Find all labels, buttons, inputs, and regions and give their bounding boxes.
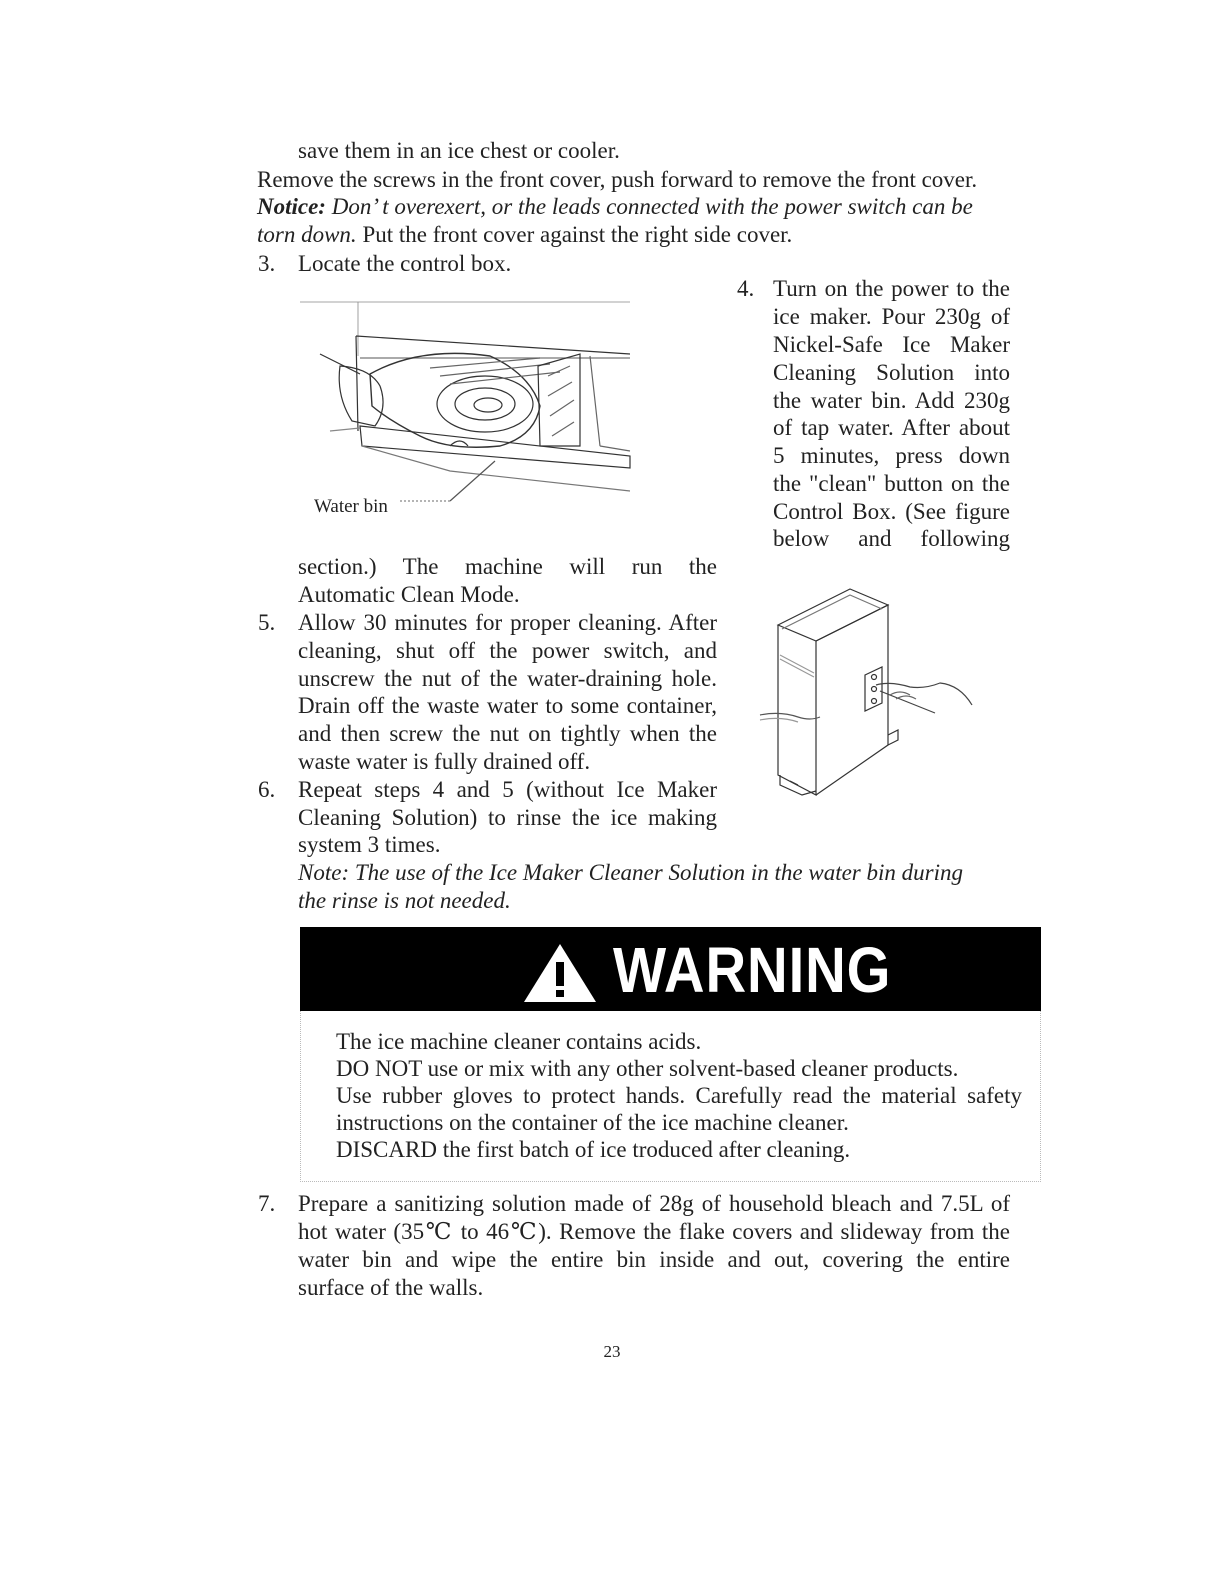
step-4-line-2: ice maker. Pour 230g of	[773, 304, 1010, 329]
step-4-line-9: Control Box. (See figure	[773, 499, 1010, 524]
step-4-line-8: the "clean" button on the	[773, 471, 1010, 496]
note-line-2: the rinse is not needed.	[298, 888, 511, 913]
warning-line-5: DISCARD the first batch of ice troduced after cleaning.	[336, 1137, 851, 1162]
step-4-cont-line-2: Automatic Clean Mode.	[298, 582, 520, 607]
step-5-line-2: cleaning, shut off the power switch, and	[298, 638, 717, 663]
step-7-line-3: water bin and wipe the entire bin inside and out, covering the entire	[298, 1247, 1010, 1272]
step-4-line-6: of tap water. After about	[773, 415, 1010, 440]
step-3-text: Locate the control box.	[298, 251, 512, 276]
step-6-line-3: system 3 times.	[298, 832, 441, 857]
step-3-number: 3.	[258, 251, 276, 276]
step-7-number: 7.	[258, 1191, 276, 1216]
step-4-line-4: Cleaning Solution into	[773, 360, 1010, 385]
step-4-line-7: 5 minutes, press down	[773, 443, 1010, 468]
warning-triangle-icon	[522, 942, 598, 1004]
step-6-line-1: Repeat steps 4 and 5 (without Ice Maker	[298, 777, 717, 802]
page-number: 23	[603, 1342, 621, 1361]
notice-line-2	[257, 221, 792, 249]
step-7-line-4: surface of the walls.	[298, 1275, 484, 1300]
step-4-line-5: the water bin. Add 230g	[773, 388, 1010, 413]
water-bin-label: Water bin	[314, 496, 388, 517]
step-5-line-3: unscrew the nut of the water-draining hole.	[298, 666, 717, 691]
control-box-figure	[750, 585, 990, 805]
notice-text-2: torn down.	[257, 222, 357, 247]
warning-line-2: DO NOT use or mix with any other solvent-based cleaner products.	[336, 1056, 959, 1081]
notice-line-1	[257, 193, 973, 221]
warning-line-4: instructions on the container of the ice machine cleaner.	[336, 1110, 849, 1135]
water-bin-figure	[300, 296, 640, 526]
step-6-line-2: Cleaning Solution) to rinse the ice making	[298, 805, 717, 830]
intro-line-2: Remove the screws in the front cover, push forward to remove the front cover.	[257, 167, 978, 192]
step-7-line-2: hot water (35℃ to 46℃). Remove the flake covers and slideway from the	[298, 1219, 1010, 1244]
intro-line-1: save them in an ice chest or cooler.	[298, 138, 620, 163]
step-6-number: 6.	[258, 777, 276, 802]
notice-text-1: Don’ t overexert, or the leads connected with the power switch can be	[331, 194, 973, 219]
note-line-1: Note: The use of the Ice Maker Cleaner Solution in the water bin during	[298, 860, 963, 885]
step-4-line-3: Nickel-Safe Ice Maker	[773, 332, 1010, 357]
notice-label: Notice:	[257, 194, 326, 219]
step-5-line-4: Drain off the waste water to some container,	[298, 693, 717, 718]
step-4-line-1: Turn on the power to the	[773, 276, 1010, 301]
notice-tail: Put the front cover against the right side cover.	[362, 222, 793, 247]
step-7-line-1: Prepare a sanitizing solution made of 28g of household bleach and 7.5L of	[298, 1191, 1010, 1216]
step-4-line-10: below and following	[773, 526, 1010, 551]
step-5-number: 5.	[258, 610, 276, 635]
warning-title: WARNING	[613, 934, 892, 1006]
warning-line-3: Use rubber gloves to protect hands. Carefully read the material safety	[336, 1083, 1022, 1108]
step-4-number: 4.	[737, 276, 755, 301]
step-5-line-5: and then screw the nut on tightly when the	[298, 721, 717, 746]
warning-line-1: The ice machine cleaner contains acids.	[336, 1029, 702, 1054]
step-5-line-1: Allow 30 minutes for proper cleaning. After	[298, 610, 717, 635]
step-4-cont-line-1: section.) The machine will run the	[298, 554, 717, 579]
step-5-line-6: waste water is fully drained off.	[298, 749, 591, 774]
